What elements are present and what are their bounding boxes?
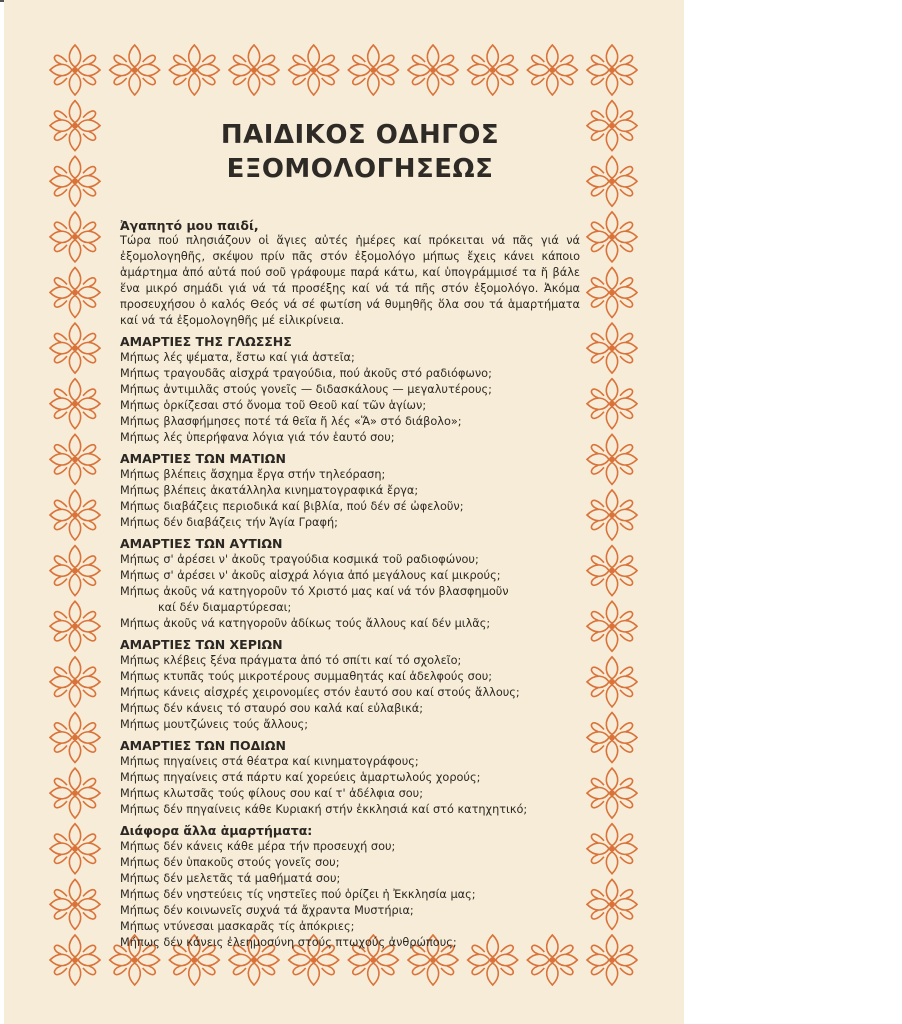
ornament-tile [587,601,637,651]
ornament-tile [587,45,637,95]
question-line: Μήπως διαβάζεις περιοδικά καί βιβλία, πού δέν σέ ὠφελοῦν; [120,500,464,513]
ornament-tile [50,268,100,318]
ornament-tile [50,657,100,707]
ornament-tile [50,879,100,929]
question-line: Μήπως πηγαίνεις στά θέατρα καί κινηματογράφους; [120,755,419,768]
ornament-tile [50,101,100,151]
question-line: Μήπως μουτζώνεις τούς ἄλλους; [120,718,309,731]
ornament-tile [587,824,637,874]
ornament-tile [348,45,398,95]
ornament-tile [50,824,100,874]
question-line: Μήπως τραγουδᾶς αἰσχρά τραγούδια, πού ἀκοῦς στό ραδιόφωνο; [120,367,492,380]
ornament-tile [289,45,339,95]
question-line: Μήπως δέν νηστεύεις τίς νηστεῖες πού ὁρίζει ἡ Ἐκκλησία μας; [120,888,476,901]
ornament-tile [50,379,100,429]
section [120,823,580,951]
ornament-tile [587,657,637,707]
ornament-tile [408,45,458,95]
question-line: Μήπως δέν μελετᾶς τά μαθήματά σου; [120,872,341,885]
ornament-tile [468,45,518,95]
ornament-tile [50,156,100,206]
section-title: ΑΜΑΡΤΙΕΣ ΤΩΝ ΑΥΤΙΩΝ [120,536,283,551]
question-line: Μήπως κτυπᾶς τούς μικροτέρους συμμαθητάς καί ἀδελφούς σου; [120,670,493,683]
section [120,451,580,531]
ornament-tile [229,45,279,95]
ornament-tile [527,45,577,95]
question-line: Μήπως βλασφήμησες ποτέ τά θεῖα ἤ λές «Ἅ» στό διάβολο»; [120,415,462,428]
ornament-tile [587,935,637,985]
section [120,637,580,733]
ornament-tile [587,434,637,484]
question-line: καί δέν διαμαρτύρεσαι; [158,601,292,614]
question-line: Μήπως δέν κάνεις ἐλεημοσύνη στούς πτωχούς ἀνθρώπους; [120,936,457,949]
salutation: Ἀγαπητό μου παιδί, [120,218,259,233]
paper-sheet [4,0,684,1024]
title-line-1: ΠΑΙΔΙΚΟΣ ΟΔΗΓΟΣ [220,120,500,150]
section-title: ΑΜΑΡΤΙΕΣ ΤΩΝ ΠΟΔΙΩΝ [120,738,287,753]
section-title: Διάφορα ἄλλα ἁμαρτήματα: [120,823,313,838]
question-line: Μήπως ντύνεσαι μασκαρᾶς τίς ἀπόκριες; [120,920,355,933]
section-title: ΑΜΑΡΤΙΕΣ ΤΗΣ ΓΛΩΣΣΗΣ [120,334,292,349]
question-line: Μήπως κλέβεις ξένα πράγματα ἀπό τό σπίτι καί τό σχολεῖο; [120,654,462,667]
ornament-tile [50,713,100,763]
section-title: ΑΜΑΡΤΙΕΣ ΤΩΝ ΜΑΤΙΩΝ [120,451,286,466]
question-line: Μήπως λές ὑπερήφανα λόγια γιά τόν ἑαυτό σου; [120,431,395,444]
ornament-tile [50,323,100,373]
section [120,334,580,446]
section [120,738,580,818]
ornament-tile [587,546,637,596]
question-line: Μήπως ἀκοῦς νά κατηγοροῦν ἀδίκως τούς ἄλλους καί δέν μιλᾶς; [120,617,491,630]
question-line: Μήπως σ' ἀρέσει ν' ἀκοῦς αἰσχρά λόγια ἀπό μεγάλους καί μικρούς; [120,569,501,582]
ornament-tile [50,768,100,818]
ornament-tile [50,212,100,262]
ornament-tile [110,45,160,95]
question-line: Μήπως πηγαίνεις στά πάρτυ καί χορεύεις ἁμαρτωλούς χορούς; [120,771,481,784]
question-line: Μήπως κλωτσᾶς τούς φίλους σου καί τ' ἀδέλφια σου; [120,787,424,800]
question-line: Μήπως ἀκοῦς νά κατηγοροῦν τό Χριστό μας καί νά τόν βλασφημοῦν [120,585,509,598]
question-line: Μήπως ἀντιμιλᾶς στούς γονεῖς — διδασκάλους — μεγαλυτέρους; [120,383,492,396]
question-line: Μήπως σ' ἀρέσει ν' ἀκοῦς τραγούδια κοσμικά τοῦ ραδιοφώνου; [120,553,479,566]
question-line: Μήπως δέν κάνεις τό σταυρό σου καλά καί εὐλαβικά; [120,702,424,715]
ornament-tile [50,490,100,540]
ornament-tile [587,323,637,373]
section-title: ΑΜΑΡΤΙΕΣ ΤΩΝ ΧΕΡΙΩΝ [120,637,283,652]
question-line: Μήπως δέν κοινωνεῖς συχνά τά ἄχραντα Μυστήρια; [120,904,414,917]
ornament-tile [587,768,637,818]
ornament-tile [587,713,637,763]
question-line: Μήπως δέν πηγαίνεις κάθε Κυριακή στήν ἐκκλησιά καί στό κατηχητικό; [120,803,528,816]
ornament-tile [50,434,100,484]
ornament-tile [587,156,637,206]
ornament-tile [587,490,637,540]
ornament-tile [50,45,100,95]
ornament-tile [50,601,100,651]
ornament-tile [587,268,637,318]
ornament-tile [587,212,637,262]
question-line: Μήπως λές ψέματα, ἔστω καί γιά ἀστεῖα; [120,351,355,364]
question-line: Μήπως βλέπεις ἀκατάλληλα κινηματογραφικά ἔργα; [120,484,419,497]
ornament-tile [587,379,637,429]
question-line: Μήπως βλέπεις ἄσχημα ἔργα στήν τηλεόραση; [120,468,386,481]
section [120,536,580,632]
sins-list [120,334,580,951]
ornament-tile [587,879,637,929]
ornament-tile [50,935,100,985]
question-line: Μήπως κάνεις αἰσχρές χειρονομίες στόν ἑαυτό σου καί στούς ἄλλους; [120,686,520,699]
ornament-tile [50,546,100,596]
intro-paragraph: Τώρα πού πλησιάζουν οἱ ἅγιες αὐτές ἡμέρες καί πρόκειται νά πᾶς γιά νά ἐξομολογηθῆς, σκέψου πρίν πᾶς στόν ἐξομολόγο μήπως ἔχεις κάνει κάποιο ἁμάρτημα ἀπό αὐτά πού σοῦ γράφουμε παρά κάτω, καί ὑπογράμμισέ τα ἤ βάλε ἕνα μικρό σημάδι γιά νά τά προσέξης καί νά τά πῆς στόν ἐξομολόγο. Ἀκόμα προσευχήσου ὁ καλός Θεός νά σέ φωτίση νά θυμηθῆς ὅλα σου τά ἁμαρτήματα καί νά τά ἐξομολογηθῆς μέ εἰλικρίνεια. [120,234,580,327]
title-line-2: ΕΞΟΜΟΛΟΓΗΣΕΩΣ [226,154,494,184]
ornament-tile [587,101,637,151]
question-line: Μήπως ὁρκίζεσαι στό ὄνομα τοῦ Θεοῦ καί τῶν ἁγίων; [120,399,427,412]
question-line: Μήπως δέν διαβάζεις τήν Ἁγία Γραφή; [120,516,338,529]
question-line: Μήπως δέν ὑπακοῦς στούς γονεῖς σου; [120,856,340,869]
document-body [120,118,580,951]
ornament-tile [169,45,219,95]
question-line: Μήπως δέν κάνεις κάθε μέρα τήν προσευχή σου; [120,840,396,853]
